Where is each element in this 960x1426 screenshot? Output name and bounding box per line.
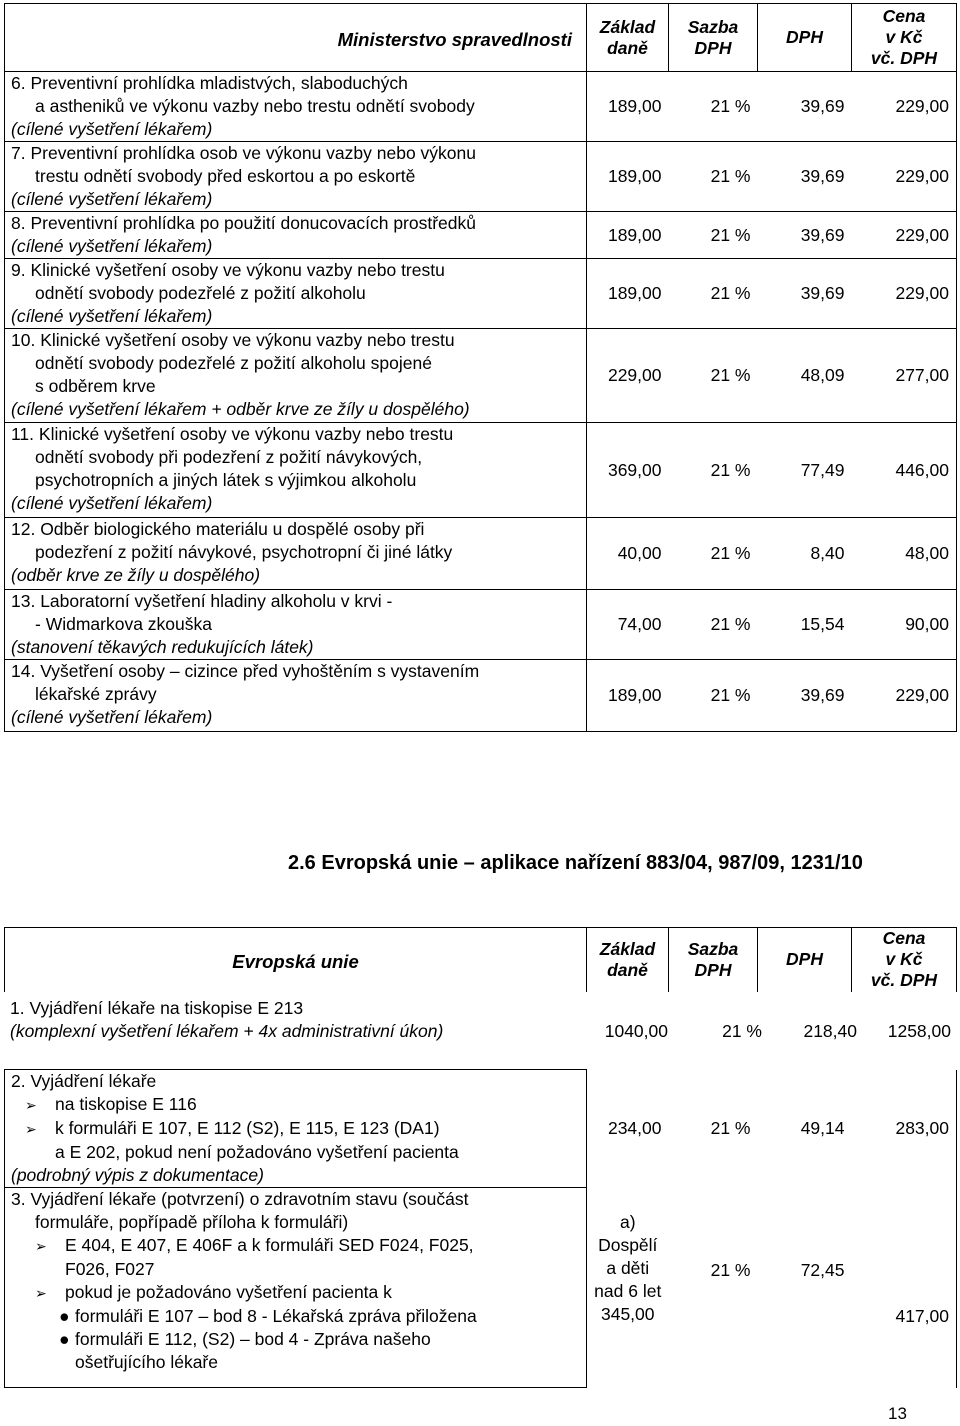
cell-price: 277,00	[852, 329, 957, 423]
row-text: ošetřujícího lékaře	[75, 1352, 218, 1372]
row-text: formuláře, popřípadě příloha k formuláři)	[35, 1212, 349, 1232]
header-price: Cena v Kč vč. DPH	[852, 4, 957, 72]
row-text: 2. Vyjádření lékaře	[11, 1071, 157, 1091]
dot-bullet-icon: ●	[59, 1306, 70, 1326]
table-row	[5, 518, 957, 590]
row-text: 3. Vyjádření lékaře (potvrzení) o zdravotním stavu (součást	[11, 1189, 469, 1209]
row-description	[5, 660, 587, 732]
cell-vat: 39,69	[758, 660, 852, 732]
cell-price: 229,00	[852, 660, 957, 732]
table-header-row	[5, 4, 957, 72]
cell-base: 189,00	[587, 259, 669, 329]
row-note: (odběr krve ze žíly u dospělého)	[11, 565, 261, 585]
arrow-bullet-icon: ➢	[35, 1238, 47, 1254]
cell-vat: 39,69	[758, 72, 852, 142]
row-text: F026, F027	[65, 1259, 155, 1279]
table-row	[5, 212, 957, 259]
price-table-justice	[4, 3, 957, 732]
row-description	[5, 259, 587, 329]
table-row	[5, 329, 957, 423]
cell-rate: 21 %	[669, 72, 758, 142]
row-text: a astheniků ve výkonu vazby nebo trestu odnětí svobody	[35, 96, 475, 116]
cell-price: 229,00	[852, 142, 957, 212]
cell-base: 229,00	[587, 329, 669, 423]
cell-vat: 39,69	[758, 259, 852, 329]
row-text: 6. Preventivní prohlídka mladistvých, slaboduchých	[11, 73, 408, 93]
row-note: (cílené vyšetření lékařem)	[11, 236, 213, 256]
row-note: (cílené vyšetření lékařem)	[11, 189, 213, 209]
cell-base: 189,00	[587, 72, 669, 142]
row-description	[5, 518, 587, 590]
cell-price: 90,00	[852, 590, 957, 660]
page-number: 13	[888, 1404, 907, 1423]
cell-vat: 39,69	[758, 212, 852, 259]
cell-price: 229,00	[852, 212, 957, 259]
header-rate: Sazba DPH	[669, 4, 758, 72]
cell-vat: 49,14	[800, 1118, 845, 1138]
row-text: odnětí svobody podezřelé z požití alkoholu	[35, 283, 366, 303]
row-note: (cílené vyšetření lékařem)	[11, 119, 213, 139]
table-row	[5, 423, 957, 518]
cell-vat: 77,49	[758, 423, 852, 518]
cell-vat: 48,09	[758, 329, 852, 423]
row-text: 11. Klinické vyšetření osoby ve výkonu vazby nebo trestu	[11, 424, 454, 444]
row-text: lékařské zprávy	[35, 684, 157, 704]
row-text: na tiskopise E 116	[55, 1094, 197, 1114]
row-note: (stanovení těkavých redukujících látek)	[11, 637, 314, 657]
row-note: (cílené vyšetření lékařem + odběr krve ze žíly u dospělého)	[11, 399, 470, 419]
cell-base: 234,00	[607, 1118, 662, 1138]
cell-rate: 21 %	[669, 660, 758, 732]
row-text: trestu odnětí svobody před eskortou a po eskortě	[35, 166, 416, 186]
cell-price: 229,00	[852, 72, 957, 142]
row-description	[5, 142, 587, 212]
row-description	[5, 590, 587, 660]
eu-row1-rate: 21 %	[722, 1021, 762, 1041]
cell-base: 189,00	[587, 212, 669, 259]
cell-vat: 8,40	[758, 518, 852, 590]
header-vat: DPH	[758, 4, 852, 72]
cell-base: 189,00	[587, 142, 669, 212]
table-title: Evropská unie	[5, 928, 587, 992]
row-text: formuláři E 112, (S2) – bod 4 - Zpráva našeho	[75, 1329, 431, 1349]
cell-base: a) Dospělí a děti nad 6 let 345,00	[594, 1211, 662, 1324]
table-row	[5, 1070, 957, 1188]
table-row	[5, 259, 957, 329]
row-text: odnětí svobody podezřelé z požití alkoholu spojené	[35, 353, 432, 373]
row-description	[5, 212, 587, 259]
dot-bullet-icon: ●	[59, 1329, 70, 1349]
cell-vat: 15,54	[758, 590, 852, 660]
row-note: (komplexní vyšetření lékařem + 4x administrativní úkon)	[10, 1021, 444, 1041]
cell-rate: 21 %	[669, 142, 758, 212]
row-text: 13. Laboratorní vyšetření hladiny alkoholu v krvi -	[11, 591, 393, 611]
row-text: 12. Odběr biologického materiálu u dospělé osoby při	[11, 519, 425, 539]
header-rate: Sazba DPH	[669, 928, 758, 992]
price-table-eu-body	[4, 1069, 957, 1388]
cell-price: 417,00	[852, 1188, 957, 1388]
cell-base: 189,00	[587, 660, 669, 732]
table-row	[5, 1188, 957, 1388]
cell-base: 74,00	[587, 590, 669, 660]
cell-rate: 21 %	[669, 518, 758, 590]
cell-rate: 21 %	[669, 590, 758, 660]
row-text: k formuláři E 107, E 112 (S2), E 115, E 123 (DA1)	[55, 1118, 440, 1138]
header-price: Cena v Kč vč. DPH	[852, 928, 957, 992]
eu-row1-price: 1258,00	[887, 1021, 951, 1041]
row-text: a E 202, pokud není požadováno vyšetření pacienta	[55, 1142, 459, 1162]
cell-vat: 72,45	[800, 1259, 845, 1280]
row-description	[5, 72, 587, 142]
row-text: 10. Klinické vyšetření osoby ve výkonu vazby nebo trestu	[11, 330, 455, 350]
row-text: E 404, E 407, E 406F a k formuláři SED F024, F025,	[65, 1235, 474, 1255]
row-description	[5, 329, 587, 423]
row-description	[5, 423, 587, 518]
eu-row1-vat: 218,40	[803, 1021, 857, 1041]
arrow-bullet-icon: ➢	[35, 1285, 47, 1301]
cell-rate: 21 %	[669, 212, 758, 259]
cell-rate: 21 %	[669, 259, 758, 329]
row-text: 1. Vyjádření lékaře na tiskopise E 213	[10, 998, 304, 1018]
row-text: 9. Klinické vyšetření osoby ve výkonu vazby nebo trestu	[11, 260, 445, 280]
header-base: Základ daně	[587, 4, 669, 72]
cell-rate: 21 %	[669, 423, 758, 518]
row-text: 14. Vyšetření osoby – cizince před vyhoštěním s vystavením	[11, 661, 480, 681]
cell-rate: 21 %	[710, 1118, 751, 1138]
header-base: Základ daně	[587, 928, 669, 992]
table-title: Ministerstvo spravedlnosti	[5, 4, 587, 72]
row-text: podezření z požití návykové, psychotropní či jiné látky	[35, 542, 453, 562]
table-row	[5, 660, 957, 732]
row-text: pokud je požadováno vyšetření pacienta k	[65, 1282, 392, 1302]
row-text: 7. Preventivní prohlídka osob ve výkonu vazby nebo výkonu	[11, 143, 476, 163]
row-note: (podrobný výpis z dokumentace)	[11, 1165, 264, 1185]
row-text: s odběrem krve	[35, 376, 156, 396]
table-row	[5, 72, 957, 142]
table-header-row	[5, 928, 957, 992]
eu-row1-base: 1040,00	[604, 1021, 668, 1041]
arrow-bullet-icon: ➢	[25, 1097, 37, 1113]
cell-price: 283,00	[852, 1070, 957, 1188]
table-row	[5, 142, 957, 212]
cell-price: 48,00	[852, 518, 957, 590]
row-text: odnětí svobody při podezření z požití návykových,	[35, 447, 423, 467]
eu-row-1	[10, 997, 443, 1043]
row-text: psychotropních a jiných látek s výjimkou alkoholu	[35, 470, 417, 490]
row-text: - Widmarkova zkouška	[35, 614, 212, 634]
cell-price: 446,00	[852, 423, 957, 518]
section-heading: 2.6 Evropská unie – aplikace nařízení 883/04, 987/09, 1231/10	[288, 852, 863, 874]
row-note: (cílené vyšetření lékařem)	[11, 707, 213, 727]
row-note: (cílené vyšetření lékařem)	[11, 306, 213, 326]
cell-rate: 21 %	[710, 1259, 751, 1280]
price-table-eu	[4, 927, 957, 992]
cell-vat: 39,69	[758, 142, 852, 212]
header-vat: DPH	[758, 928, 852, 992]
cell-rate: 21 %	[669, 329, 758, 423]
cell-price: 229,00	[852, 259, 957, 329]
row-text: 8. Preventivní prohlídka po použití donucovacích prostředků	[11, 213, 476, 233]
cell-base: 369,00	[587, 423, 669, 518]
arrow-bullet-icon: ➢	[25, 1121, 37, 1137]
row-note: (cílené vyšetření lékařem)	[11, 493, 213, 513]
table-row	[5, 590, 957, 660]
row-text: formuláři E 107 – bod 8 - Lékařská zpráva přiložena	[75, 1306, 477, 1326]
cell-base: 40,00	[587, 518, 669, 590]
